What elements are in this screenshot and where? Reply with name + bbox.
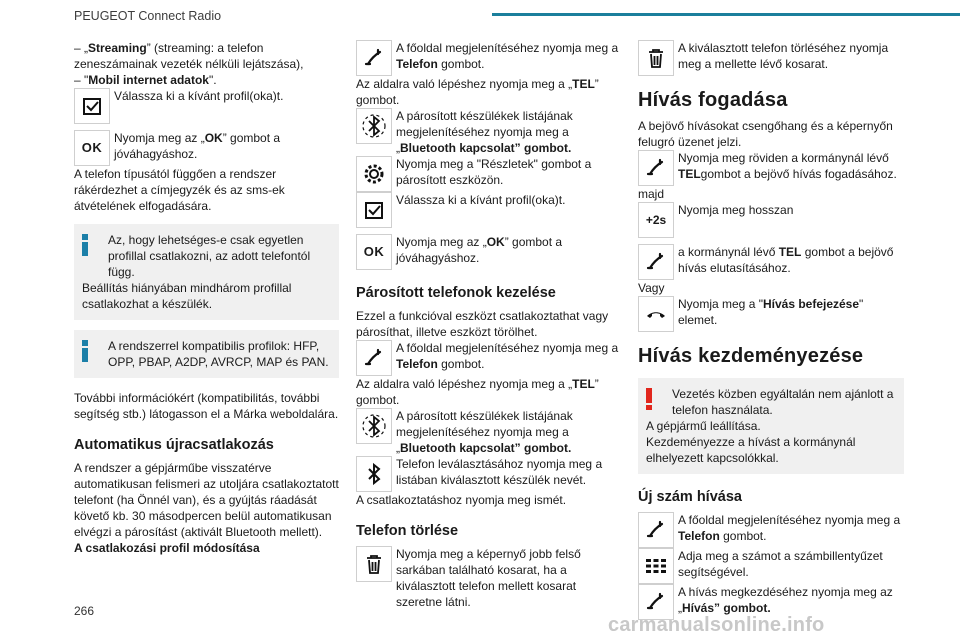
phone-handset-icon: [356, 340, 392, 376]
bluetooth-small-icon: [356, 456, 392, 492]
heading-manage-phones: Párosított telefonok kezelése: [356, 285, 556, 301]
step-long-press: +2s Nyomja meg hosszan: [638, 202, 904, 238]
info-icon: [82, 234, 88, 256]
phone-handset-icon: [638, 244, 674, 280]
heading-auto-reconnect: Automatikus újracsatlakozás: [74, 437, 274, 453]
bold-profile-change: A csatlakozási profil módosítása: [74, 541, 260, 555]
step-reject: a kormánynál lévő TEL gombot a bejövő hívás elutasításához.: [638, 244, 904, 280]
para-phone-type: A telefon típusától függően a rendszer rákérdezhet a címjegyzék és az sms-ek átvételének elfogadására.: [74, 167, 285, 213]
step-phone-home-3: A főoldal megjelenítéséhez nyomja meg a Telefon gombot.: [638, 512, 904, 548]
trash-icon: [356, 546, 392, 582]
step-details: Nyomja meg a "Részletek" gombot a párosított eszközön.: [356, 156, 622, 192]
step-phone-home-2: A főoldal megjelenítéséhez nyomja meg a Telefon gombot.: [356, 340, 622, 376]
heading-delete-phone: Telefon törlése: [356, 523, 459, 539]
heading-new-number: Új szám hívása: [638, 489, 742, 505]
long-press-2s-icon: +2s: [638, 202, 674, 238]
step-tel-short: Nyomja meg röviden a kormánynál lévő TELgombot a bejövő hívás fogadásához.: [638, 150, 904, 186]
header-rule: [492, 13, 960, 16]
step-keypad: Adja meg a számot a számbillentyűzet segítségével.: [638, 548, 904, 584]
step-bluetooth-1: A párosított készülékek listájának megjelenítéséhez nyomja meg a „Bluetooth kapcsolat” gombot.: [356, 108, 622, 156]
phone-handset-icon: [638, 512, 674, 548]
bluetooth-icon: [356, 408, 392, 444]
para-subpage-2: Az aldalra való lépéshez nyomja meg a „TEL” gombot.: [356, 377, 599, 407]
para-reconnect-again: A csatlakoztatáshoz nyomja meg ismét.: [356, 493, 567, 507]
checkbox-icon: [74, 88, 110, 124]
step-ok-confirm: OK Nyomja meg az „OK” gombot a jóváhagyáshoz.: [74, 130, 339, 166]
info-note-profiles: Az, hogy lehetséges-e csak egyetlen profillal csatlakozni, az adott telefontól függ. Beállítás hiányában mindhárom profillal csatlakozhat a készülék.: [74, 224, 339, 320]
step-select-profile: Válassza ki a kívánt profil(oka)t.: [74, 88, 339, 124]
step-disconnect: Telefon leválasztásához nyomja meg a listában kiválasztott készülék nevét.: [356, 456, 622, 492]
heading-make-call: Hívás kezdeményezése: [638, 345, 864, 367]
info-note-compatible: A rendszerrel kompatibilis profilok: HFP, OPP, PBAP, A2DP, AVRCP, MAP és PAN.: [74, 330, 339, 378]
para-manage: Ezzel a funkcióval eszközt csatlakoztathat vagy párosíthat, illetve eszközt törölhet.: [356, 309, 609, 339]
step-ok-confirm-2: OK Nyomja meg az „OK” gombot a jóváhagyáshoz.: [356, 234, 622, 270]
step-phone-home-1: A főoldal megjelenítéséhez nyomja meg a Telefon gombot.: [356, 40, 622, 76]
bluetooth-icon: [356, 108, 392, 144]
phone-handset-icon: [356, 40, 392, 76]
step-end-call: Nyomja meg a "Hívás befejezése" elemet.: [638, 296, 904, 332]
keypad-icon: [638, 548, 674, 584]
intro-item-mobile-data: – "Mobil internet adatok".: [74, 73, 217, 87]
step-trash-top: Nyomja meg a képernyő jobb felső sarkában található kosarat, ha a kiválasztott telefon mellett kosarat szeretne látni.: [356, 546, 622, 610]
info-icon: [82, 340, 88, 362]
word-then: majd: [638, 187, 665, 201]
phone-handset-icon: [638, 150, 674, 186]
heading-receive-call: Hívás fogadása: [638, 89, 788, 111]
checkbox-icon: [356, 192, 392, 228]
step-trash-delete: A kiválasztott telefon törléséhez nyomja meg a mellette lévő kosarat.: [638, 40, 904, 76]
watermark: carmanualsonline.info: [608, 614, 825, 636]
page-number: 266: [74, 604, 95, 618]
column-1: [74, 40, 339, 556]
para-auto-reconnect: A rendszer a gépjárműbe visszatérve automatikusan felismeri az utoljára csatlakoztatott telefont (ha Önnél van), és a gyújtás ráadását követő kb. 30 másodpercen belül automatikusan elvégzi a párosítást (aktivált Bluetooth mellett).: [74, 461, 339, 539]
gear-icon: [356, 156, 392, 192]
ok-icon: OK: [74, 130, 110, 166]
para-more-info: További információkért (kompatibilitás, további segítség stb.) látogasson el a Márka weboldalára.: [74, 391, 339, 421]
intro-item-streaming: – „Streaming” (streaming: a telefon zeneszámainak vezeték nélküli lejátszása),: [74, 41, 304, 71]
column-2: [356, 40, 622, 610]
trash-icon: [638, 40, 674, 76]
hang-up-icon: [638, 296, 674, 332]
column-3: [638, 40, 904, 620]
step-start-call: A hívás megkezdéséhez nyomja meg az „Hívás” gombot.: [638, 584, 904, 620]
para-receive: A bejövő hívásokat csengőhang és a képernyőn felugró üzenet jelzi.: [638, 119, 893, 149]
warning-icon: [646, 388, 652, 410]
para-subpage-1: Az aldalra való lépéshez nyomja meg a „TEL” gombot.: [356, 77, 599, 107]
word-or: Vagy: [638, 281, 665, 295]
step-select-profile-2: Válassza ki a kívánt profil(oka)t.: [356, 192, 622, 228]
warning-note: Vezetés közben egyáltalán nem ajánlott a telefon használata. A gépjármű leállítása. Kezdeményezze a hívást a kormánynál elhelyezett kapcsolókkal.: [638, 378, 904, 474]
ok-icon: OK: [356, 234, 392, 270]
step-bluetooth-2: A párosított készülékek listájának megjelenítéséhez nyomja meg a „Bluetooth kapcsolat” gombot.: [356, 408, 622, 456]
running-header: PEUGEOT Connect Radio: [74, 9, 222, 23]
